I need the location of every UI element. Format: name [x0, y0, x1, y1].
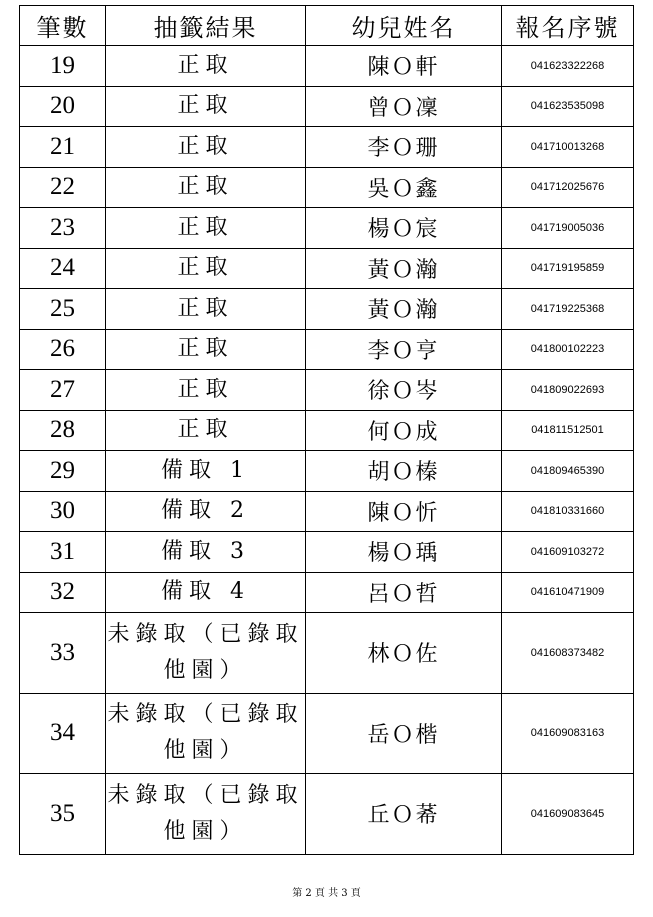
row-count-cell: 26	[20, 329, 106, 370]
row-count-cell: 23	[20, 208, 106, 249]
header-registration-number: 報名序號	[502, 6, 634, 46]
child-name-cell: 胡Ｏ榛	[306, 451, 502, 492]
table-row	[20, 532, 634, 573]
row-count-cell: 21	[20, 127, 106, 168]
draw-result-cell: 正取	[106, 410, 306, 451]
child-name-cell: 李Ｏ亨	[306, 329, 502, 370]
row-count-cell: 28	[20, 410, 106, 451]
page-number: 第 2 頁 共 3 頁	[292, 888, 361, 899]
draw-result-cell: 正取	[106, 329, 306, 370]
table-row	[20, 693, 634, 774]
table-header-row	[20, 6, 634, 46]
table-row	[20, 613, 634, 694]
child-name-cell: 陳Ｏ軒	[306, 46, 502, 87]
header-child-name: 幼兒姓名	[306, 6, 502, 46]
row-count-cell: 32	[20, 572, 106, 613]
table-row	[20, 370, 634, 411]
table-row	[20, 774, 634, 855]
child-name-cell: 丘Ｏ莃	[306, 774, 502, 855]
table-row	[20, 208, 634, 249]
table-row	[20, 167, 634, 208]
draw-result-cell: 備取 2	[106, 491, 306, 532]
registration-number-cell: 041811512501	[502, 410, 634, 451]
registration-number-cell: 041609083163	[502, 693, 634, 774]
draw-result-cell: 未錄取（已錄取他園）	[106, 774, 306, 855]
row-count-cell: 31	[20, 532, 106, 573]
registration-number-cell: 041800102223	[502, 329, 634, 370]
draw-result-cell: 正取	[106, 208, 306, 249]
row-count-cell: 25	[20, 289, 106, 330]
registration-number-cell: 041710013268	[502, 127, 634, 168]
draw-result-cell: 未錄取（已錄取他園）	[106, 613, 306, 694]
row-count-cell: 19	[20, 46, 106, 87]
child-name-cell: 黃Ｏ瀚	[306, 248, 502, 289]
table-row	[20, 46, 634, 87]
row-count-cell: 34	[20, 693, 106, 774]
draw-result-cell: 正取	[106, 370, 306, 411]
child-name-cell: 吳Ｏ鑫	[306, 167, 502, 208]
draw-result-cell: 正取	[106, 127, 306, 168]
draw-result-cell: 正取	[106, 167, 306, 208]
table-row	[20, 289, 634, 330]
table-body	[20, 46, 634, 855]
registration-number-cell: 041623535098	[502, 86, 634, 127]
row-count-cell: 27	[20, 370, 106, 411]
registration-number-cell: 041719005036	[502, 208, 634, 249]
registration-number-cell: 041609103272	[502, 532, 634, 573]
header-count: 筆數	[20, 6, 106, 46]
header-draw-result: 抽籤結果	[106, 6, 306, 46]
registration-number-cell: 041623322268	[502, 46, 634, 87]
registration-number-cell: 041719225368	[502, 289, 634, 330]
table-row	[20, 491, 634, 532]
child-name-cell: 何Ｏ成	[306, 410, 502, 451]
row-count-cell: 30	[20, 491, 106, 532]
registration-number-cell: 041712025676	[502, 167, 634, 208]
child-name-cell: 林Ｏ佐	[306, 613, 502, 694]
child-name-cell: 曾Ｏ凜	[306, 86, 502, 127]
registration-number-cell: 041809022693	[502, 370, 634, 411]
child-name-cell: 呂Ｏ哲	[306, 572, 502, 613]
registration-number-cell: 041719195859	[502, 248, 634, 289]
draw-result-cell: 正取	[106, 46, 306, 87]
registration-number-cell: 041609083645	[502, 774, 634, 855]
child-name-cell: 岳Ｏ楷	[306, 693, 502, 774]
registration-number-cell: 041810331660	[502, 491, 634, 532]
table-row	[20, 86, 634, 127]
row-count-cell: 33	[20, 613, 106, 694]
table-row	[20, 329, 634, 370]
lottery-result-table	[19, 5, 634, 855]
draw-result-cell: 未錄取（已錄取他園）	[106, 693, 306, 774]
child-name-cell: 楊Ｏ宸	[306, 208, 502, 249]
draw-result-cell: 正取	[106, 289, 306, 330]
row-count-cell: 22	[20, 167, 106, 208]
registration-number-cell: 041608373482	[502, 613, 634, 694]
draw-result-cell: 正取	[106, 248, 306, 289]
child-name-cell: 徐Ｏ岑	[306, 370, 502, 411]
registration-number-cell: 041610471909	[502, 572, 634, 613]
row-count-cell: 20	[20, 86, 106, 127]
draw-result-cell: 備取 1	[106, 451, 306, 492]
child-name-cell: 楊Ｏ瑀	[306, 532, 502, 573]
child-name-cell: 陳Ｏ忻	[306, 491, 502, 532]
child-name-cell: 李Ｏ珊	[306, 127, 502, 168]
draw-result-cell: 備取 4	[106, 572, 306, 613]
draw-result-cell: 正取	[106, 86, 306, 127]
table-row	[20, 248, 634, 289]
draw-result-cell: 備取 3	[106, 532, 306, 573]
table-row	[20, 572, 634, 613]
row-count-cell: 29	[20, 451, 106, 492]
row-count-cell: 24	[20, 248, 106, 289]
registration-number-cell: 041809465390	[502, 451, 634, 492]
table-row	[20, 127, 634, 168]
table-row	[20, 410, 634, 451]
child-name-cell: 黃Ｏ瀚	[306, 289, 502, 330]
table-row	[20, 451, 634, 492]
row-count-cell: 35	[20, 774, 106, 855]
